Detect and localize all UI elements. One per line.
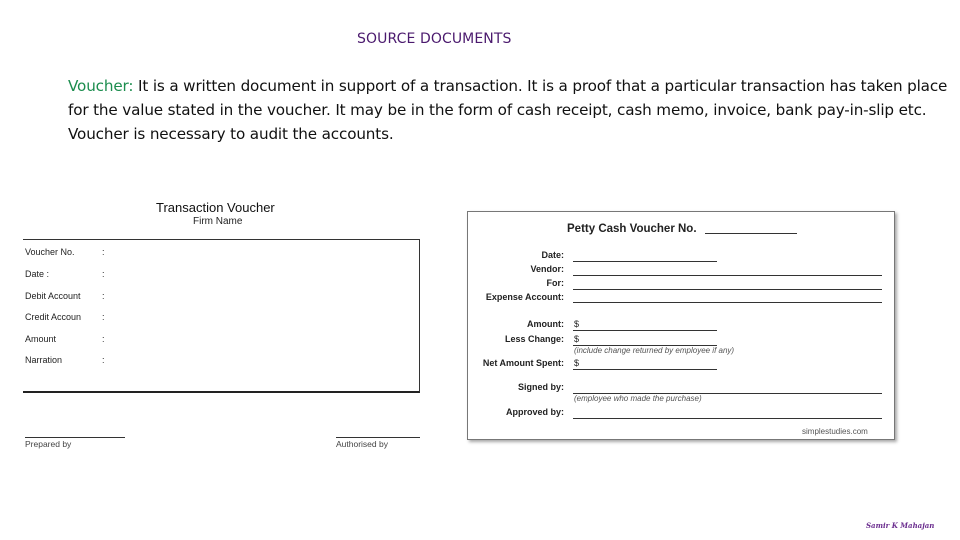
currency-symbol: $ (574, 319, 580, 329)
field-separator: : (102, 291, 105, 301)
amount-label: Amount (25, 334, 57, 344)
definition-text: It is a written document in support of a transaction. It is a proof that a particular transaction has taken place for the value stated in the voucher. It may be in the form of cash receipt, cash memo, invoice, bank pay-in-slip etc. Voucher is necessary to audit the accounts. (68, 77, 948, 143)
approved-by-label: Approved by: (505, 407, 564, 417)
slide-title: SOURCE DOCUMENTS (357, 31, 512, 47)
vendor-line (573, 275, 882, 276)
petty-cash-title: Petty Cash Voucher No. (567, 223, 697, 235)
voucher-term: Voucher: (68, 77, 134, 95)
firm-name: Firm Name (193, 216, 243, 227)
prepared-by-label: Prepared by (25, 439, 72, 449)
net-amount-line (573, 369, 717, 370)
voucher-no-label: Voucher No. (25, 247, 75, 257)
expense-account-line (573, 302, 882, 303)
transaction-voucher-title: Transaction Voucher (156, 200, 275, 215)
field-separator: : (102, 334, 105, 344)
net-amount-label: Net Amount Spent: (482, 358, 564, 368)
currency-symbol: $ (574, 334, 580, 344)
authorised-by-line (336, 437, 420, 438)
prepared-by-line (25, 437, 125, 438)
for-line (573, 289, 882, 290)
signed-by-label: Signed by: (517, 382, 564, 392)
amount-line (573, 330, 717, 331)
author-credit: Samir K Mahajan (866, 521, 935, 530)
change-note: (include change returned by employee if any) (574, 346, 735, 355)
credit-account-label: Credit Accoun (25, 312, 82, 322)
authorised-by-label: Authorised by (336, 439, 388, 449)
field-separator: : (102, 247, 105, 257)
date-label: Date: (541, 250, 564, 260)
voucher-number-line (705, 233, 797, 234)
approved-by-line (573, 418, 882, 419)
amount-label: Amount: (527, 319, 564, 329)
date-line (573, 261, 717, 262)
field-separator: : (102, 269, 105, 279)
transaction-voucher-box (23, 239, 420, 393)
field-separator: : (102, 355, 105, 365)
less-change-label: Less Change: (504, 334, 564, 344)
field-separator: : (102, 312, 105, 322)
expense-account-label: Expense Account: (485, 292, 564, 302)
vendor-label: Vendor: (530, 264, 564, 274)
voucher-definition (68, 74, 952, 146)
narration-label: Narration (25, 355, 63, 365)
brand-label: simplestudies.com (802, 427, 868, 436)
currency-symbol: $ (574, 358, 580, 368)
for-label: For: (546, 278, 564, 288)
signed-by-note: (employee who made the purchase) (574, 394, 702, 403)
date-label: Date : (25, 269, 50, 279)
debit-account-label: Debit Account (25, 291, 81, 301)
